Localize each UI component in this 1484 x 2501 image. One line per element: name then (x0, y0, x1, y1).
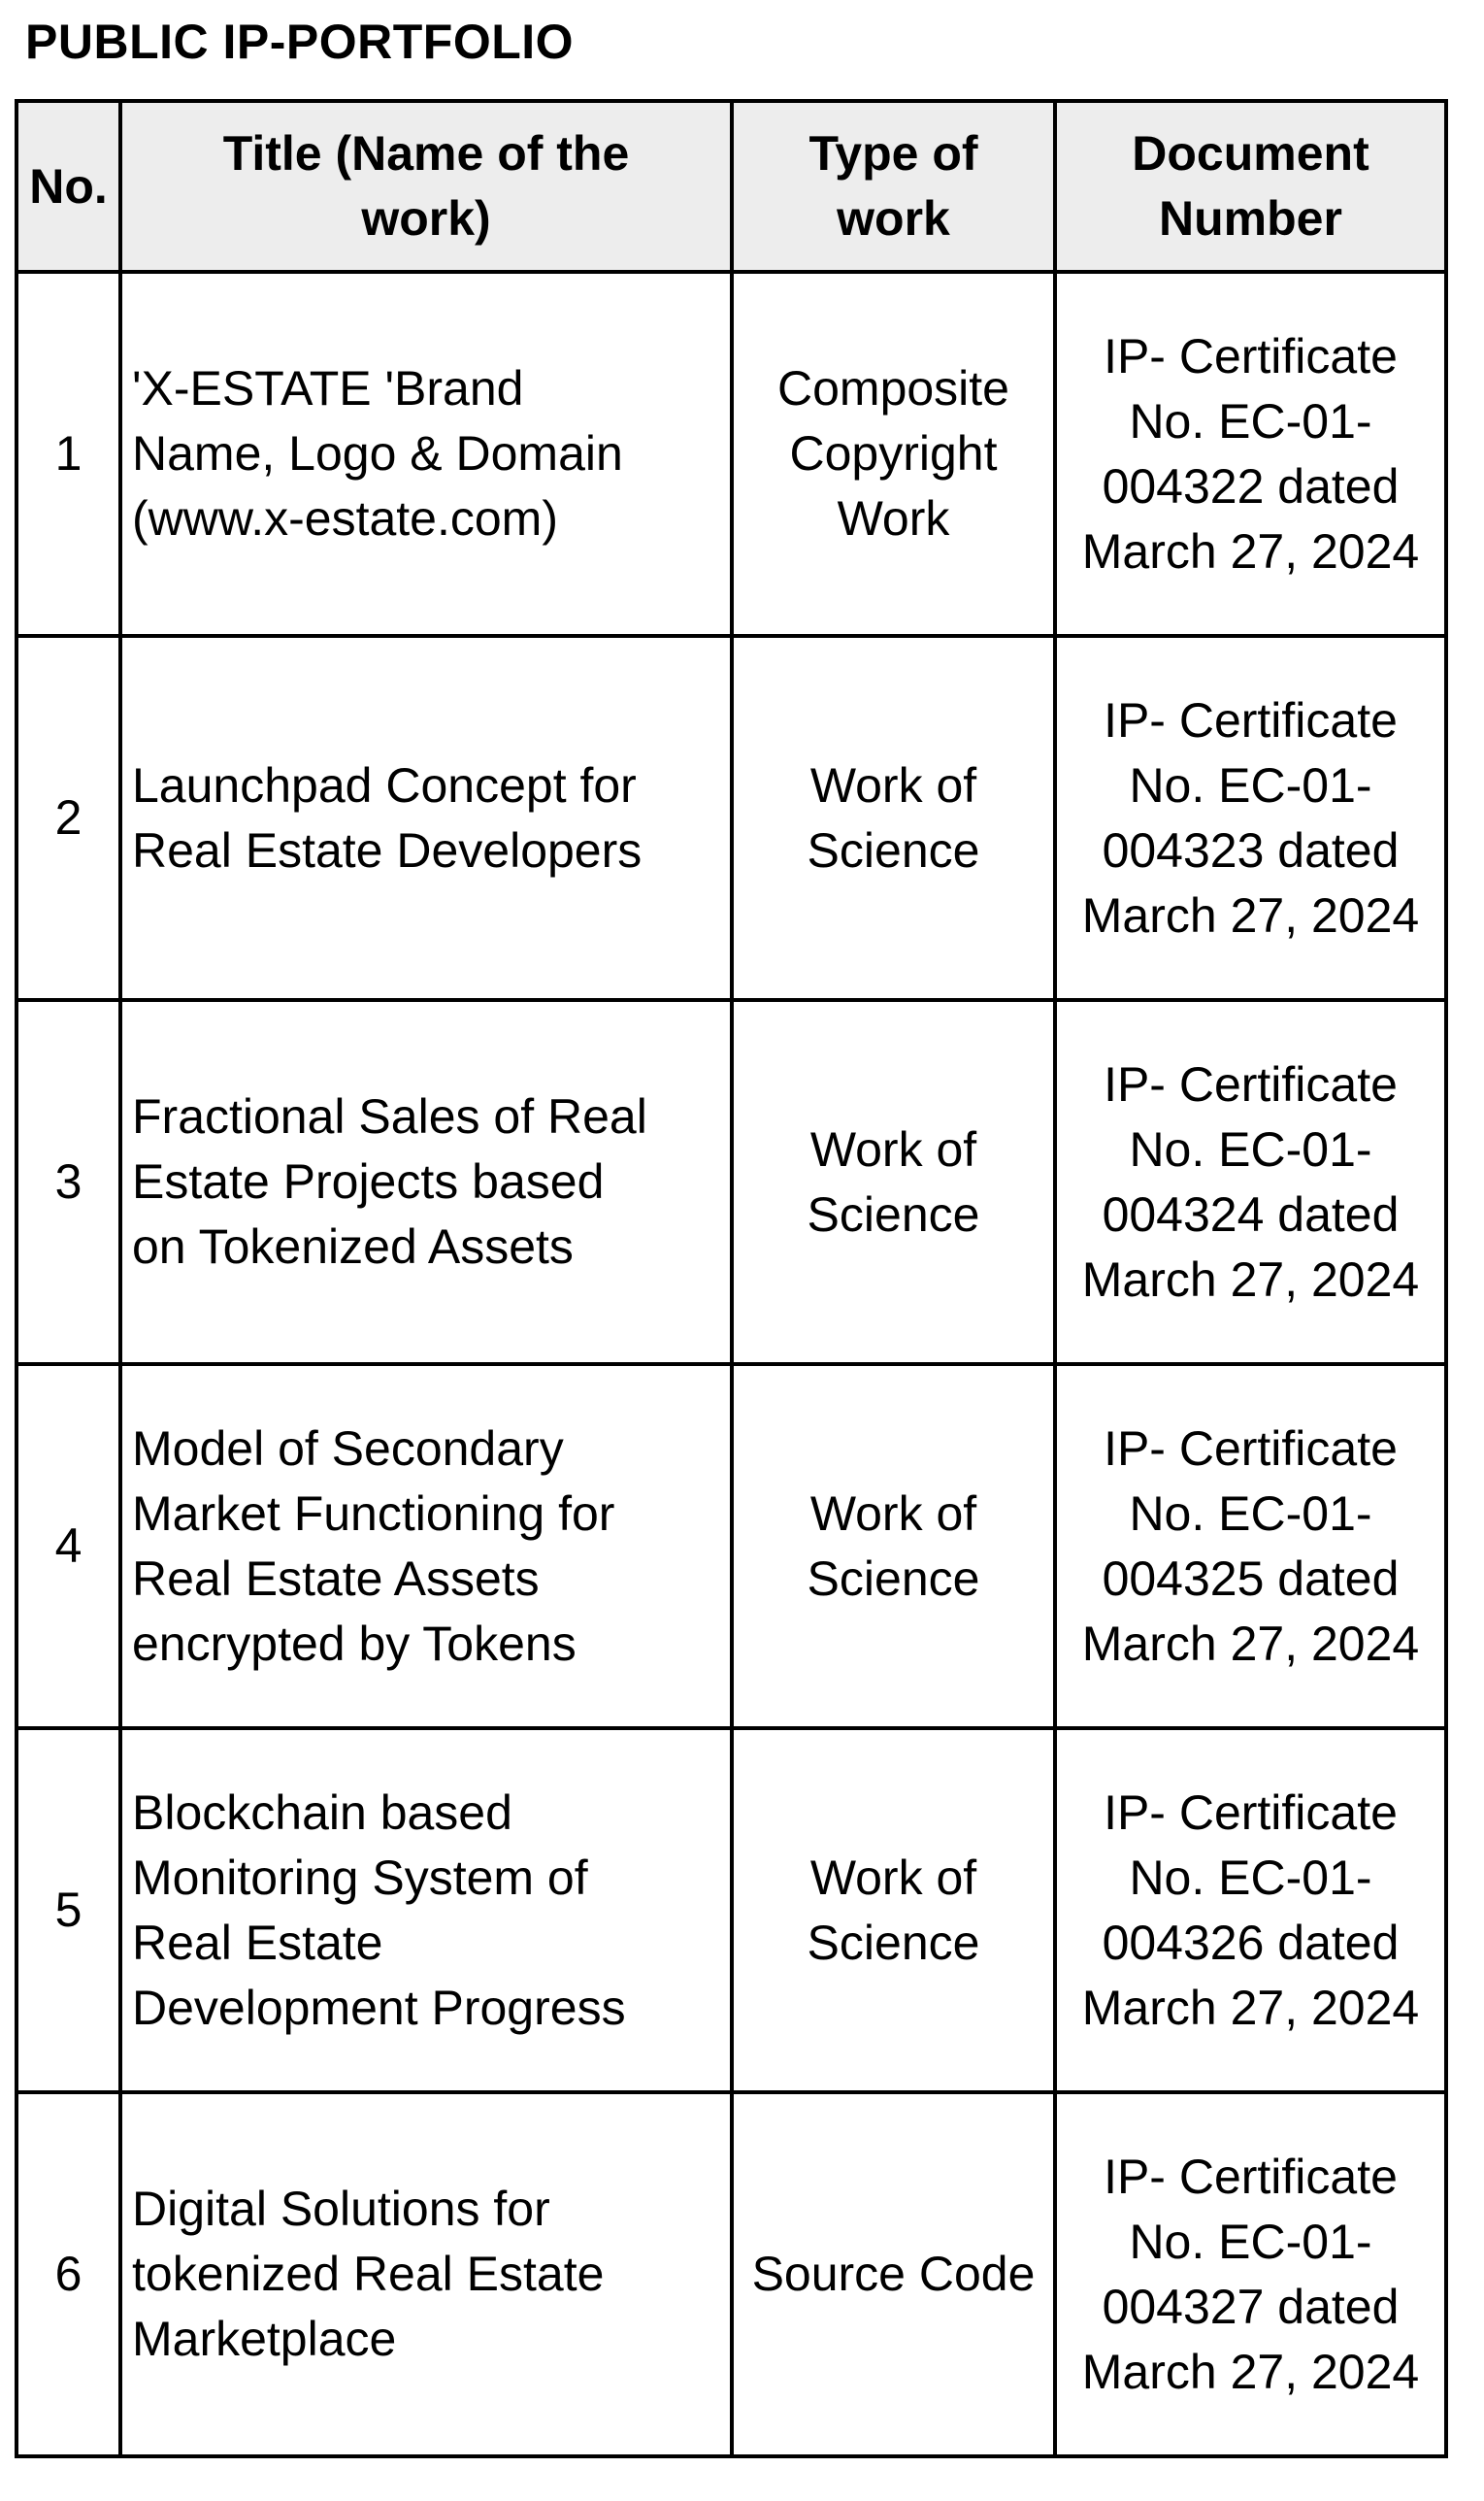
cell-no: 6 (16, 2092, 120, 2456)
cell-document-number-line: 004322 dated (1102, 458, 1400, 514)
table-row (16, 1000, 1446, 1364)
cell-document-number (1055, 272, 1446, 636)
cell-document-number-line: March 27, 2024 (1081, 1251, 1420, 1307)
cell-title-line: tokenized Real Estate (132, 2247, 605, 2301)
header-no: No. (16, 101, 120, 272)
cell-document-number (1055, 2092, 1446, 2456)
table-row (16, 1728, 1446, 2092)
cell-document-number (1055, 1000, 1446, 1364)
cell-document-number-line: March 27, 2024 (1081, 523, 1420, 579)
cell-type-line: Work of (809, 757, 977, 813)
cell-document-number (1055, 1728, 1446, 2092)
header-document-line: Document (1132, 126, 1369, 181)
table-row (16, 2092, 1446, 2456)
cell-title (120, 272, 732, 636)
cell-title-line: Digital Solutions for (132, 2182, 550, 2236)
cell-document-number-line: March 27, 2024 (1081, 1980, 1420, 2035)
cell-document-number-line: March 27, 2024 (1081, 1616, 1420, 1671)
cell-title-line: Name, Logo & Domain (132, 426, 623, 481)
cell-type (732, 272, 1055, 636)
cell-type-line: Science (807, 1186, 980, 1242)
cell-title-line: Blockchain based (132, 1784, 512, 1840)
cell-document-number-line: IP- Certificate (1104, 1784, 1398, 1840)
cell-document-number-line: March 27, 2024 (1081, 2344, 1420, 2399)
cell-title (120, 1000, 732, 1364)
header-title (120, 101, 732, 272)
cell-title-line: 'X-ESTATE 'Brand (132, 361, 524, 416)
cell-document-number-line: IP- Certificate (1104, 1420, 1398, 1476)
cell-title-line: Real Estate Developers (132, 822, 643, 878)
cell-title (120, 636, 732, 1000)
cell-document-number-line: No. EC-01- (1129, 1485, 1372, 1541)
cell-title-line: Market Functioning for (132, 1485, 615, 1541)
cell-document-number-line: No. EC-01- (1129, 1121, 1372, 1177)
cell-title-line: Marketplace (132, 2312, 397, 2366)
cell-document-number-line: IP- Certificate (1104, 328, 1398, 383)
cell-title (120, 1364, 732, 1728)
cell-no: 4 (16, 1364, 120, 1728)
cell-type-line: Work (837, 491, 950, 546)
header-title-line: work) (361, 191, 491, 246)
cell-type-line: Work of (809, 1850, 977, 1905)
cell-no: 2 (16, 636, 120, 1000)
cell-document-number-line: 004323 dated (1102, 822, 1400, 878)
cell-document-number-line: IP- Certificate (1104, 2149, 1398, 2204)
cell-title-line: (www.x-estate.com) (132, 491, 558, 546)
cell-document-number-line: IP- Certificate (1104, 692, 1398, 748)
cell-type (732, 1728, 1055, 2092)
cell-type-line: Science (807, 1551, 980, 1606)
cell-title-line: Development Progress (132, 1980, 626, 2035)
cell-title-line: Launchpad Concept for (132, 757, 637, 813)
cell-document-number-line: 004326 dated (1102, 1915, 1400, 1970)
table-body (16, 272, 1446, 2456)
cell-document-number-line: No. EC-01- (1129, 1850, 1372, 1905)
cell-title-line: Monitoring System of (132, 1850, 588, 1905)
cell-title-line: encrypted by Tokens (132, 1616, 577, 1671)
cell-no: 1 (16, 272, 120, 636)
cell-document-number-line: No. EC-01- (1129, 393, 1372, 449)
cell-title-line: Model of Secondary (132, 1420, 564, 1476)
cell-type-line: Source Code (751, 2247, 1036, 2301)
cell-type-line: Science (807, 822, 980, 878)
cell-no: 3 (16, 1000, 120, 1364)
cell-document-number-line: 004327 dated (1102, 2279, 1400, 2334)
cell-document-number-line: IP- Certificate (1104, 1056, 1398, 1112)
cell-title-line: Fractional Sales of Real (132, 1089, 647, 1144)
cell-type (732, 636, 1055, 1000)
cell-type (732, 1000, 1055, 1364)
cell-title (120, 2092, 732, 2456)
cell-type (732, 2092, 1055, 2456)
cell-type-line: Work of (809, 1121, 977, 1177)
cell-type-line: Science (807, 1915, 980, 1970)
cell-document-number (1055, 1364, 1446, 1728)
table-row (16, 1364, 1446, 1728)
cell-document-number (1055, 636, 1446, 1000)
header-document-line: Number (1159, 191, 1342, 246)
header-type-line: Type of (808, 126, 978, 181)
cell-type-line: Work of (809, 1485, 977, 1541)
page-title: PUBLIC IP-PORTFOLIO (25, 15, 575, 69)
header-document (1055, 101, 1446, 272)
cell-document-number-line: 004325 dated (1102, 1551, 1400, 1606)
cell-document-number-line: No. EC-01- (1129, 757, 1372, 813)
cell-type-line: Composite (777, 361, 1009, 416)
header-type (732, 101, 1055, 272)
cell-title-line: on Tokenized Assets (132, 1219, 574, 1274)
cell-title-line: Real Estate (132, 1915, 383, 1970)
cell-title-line: Estate Projects based (132, 1154, 605, 1209)
cell-no: 5 (16, 1728, 120, 2092)
cell-title-line: Real Estate Assets (132, 1551, 540, 1606)
ip-portfolio-table (15, 99, 1448, 2458)
cell-document-number-line: No. EC-01- (1129, 2214, 1372, 2269)
header-title-line: Title (Name of the (222, 126, 630, 181)
table-row (16, 272, 1446, 636)
header-type-line: work (837, 191, 950, 246)
cell-type-line: Copyright (789, 426, 998, 481)
cell-title (120, 1728, 732, 2092)
table-row (16, 636, 1446, 1000)
cell-document-number-line: March 27, 2024 (1081, 887, 1420, 943)
cell-document-number-line: 004324 dated (1102, 1186, 1400, 1242)
table-header-row (16, 101, 1446, 272)
cell-type (732, 1364, 1055, 1728)
